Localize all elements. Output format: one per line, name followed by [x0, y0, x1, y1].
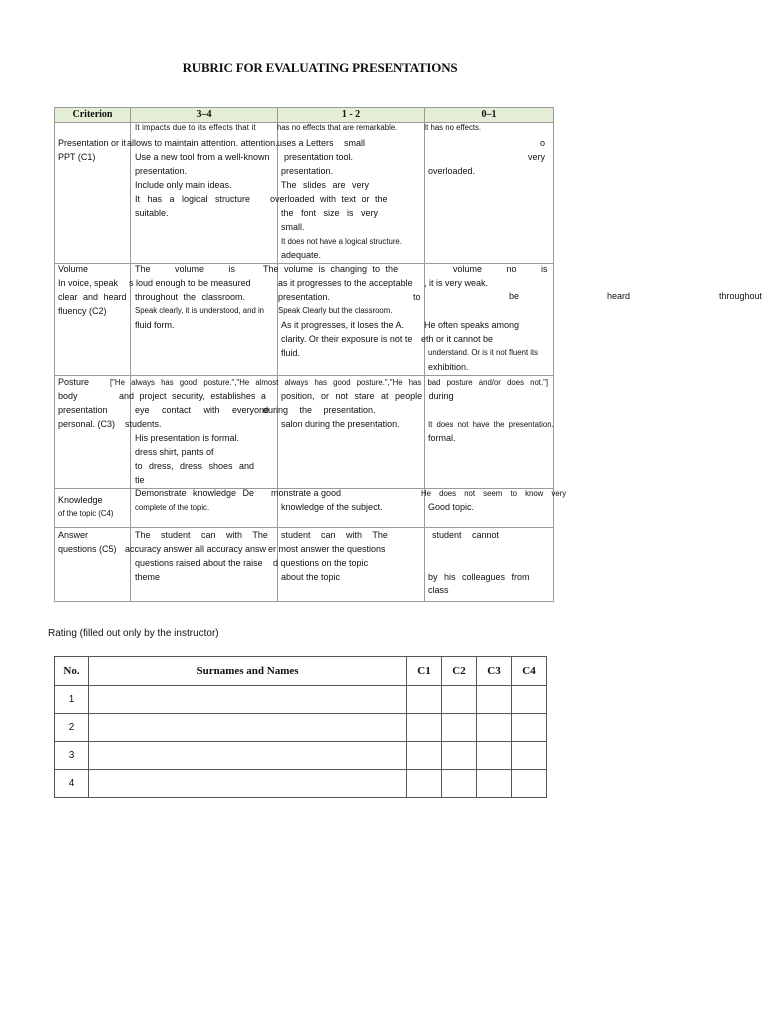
rating-caption: Rating (filled out only by the instructor) — [48, 628, 219, 639]
cell-text: eye contact with everyone — [135, 405, 270, 415]
cell-text: It does not have a logical structure. — [281, 237, 402, 246]
cell-text: The student can with The — [135, 530, 268, 540]
cell-text: Use a new tool from a well-known — [135, 152, 270, 162]
cell-text: to — [413, 292, 421, 302]
score-cell[interactable] — [512, 686, 547, 714]
score-cell[interactable] — [442, 742, 477, 770]
cell-text: as it progresses to the acceptable — [278, 278, 413, 288]
criterion-text: In voice, speak — [58, 278, 119, 288]
criterion-text: presentation — [58, 405, 108, 415]
cell-text: allows to maintain attention. attention. — [127, 138, 278, 148]
score-cell[interactable] — [442, 686, 477, 714]
row-number: 4 — [55, 770, 89, 798]
cell-text: formal. — [428, 433, 456, 443]
cell-text: It does not have the presentation. — [428, 420, 554, 429]
criterion-text: of the topic (C4) — [58, 509, 114, 518]
row-divider — [55, 527, 553, 528]
cell-text: throughout the classroom. — [135, 292, 246, 302]
criterion-text: body — [58, 391, 78, 401]
cell-text: student can with The — [281, 530, 388, 540]
cell-text: d questions on the topic — [273, 558, 369, 568]
cell-text: It has no effects. — [424, 123, 482, 132]
header-score-0-1: 0–1 — [481, 109, 497, 120]
cell-text: Include only main ideas. — [135, 180, 232, 190]
cell-text: overloaded. — [428, 166, 476, 176]
header-c2: C2 — [442, 657, 477, 686]
cell-text: overloaded with text or the — [270, 194, 388, 204]
cell-text: presentation. — [281, 166, 334, 176]
criterion-text: Posture — [58, 377, 90, 387]
cell-text: presentation. — [135, 166, 188, 176]
cell-text: ["He always has good posture.","He almost always has good posture.","He has bad posture and/or does not."] — [110, 378, 549, 387]
cell-text: It has a logical structure — [135, 194, 251, 204]
cell-text: student cannot — [432, 530, 500, 540]
header-no: No. — [55, 657, 89, 686]
cell-text: has no effects that are remarkable. — [277, 123, 398, 132]
cell-text: fluid. — [281, 348, 301, 358]
cell-text: theme — [135, 572, 161, 582]
header-criterion: Criterion — [72, 109, 113, 120]
cell-text: He often speaks among — [424, 320, 520, 330]
score-cell[interactable] — [477, 714, 512, 742]
cell-text: accuracy answer all accuracy answ — [125, 544, 267, 554]
cell-text: understand. Or is it not fluent its — [428, 348, 539, 357]
header-c3: C3 — [477, 657, 512, 686]
score-cell[interactable] — [512, 770, 547, 798]
cell-text: dress shirt, pants of — [135, 447, 214, 457]
cell-text: tie — [135, 475, 145, 485]
row-number: 3 — [55, 742, 89, 770]
table-row — [55, 686, 547, 714]
criterion-text: Volume — [58, 264, 89, 274]
cell-text: The volume is — [135, 264, 236, 274]
criterion-text: Presentation or it — [58, 138, 127, 148]
cell-text: presentation tool. — [284, 152, 354, 162]
name-cell[interactable] — [89, 686, 407, 714]
cell-text: suitable. — [135, 208, 169, 218]
criterion-text: questions (C5) — [58, 544, 117, 554]
cell-text: It impacts due to its effects that it — [135, 123, 256, 132]
cell-text: salon during the presentation. — [281, 419, 400, 429]
cell-text: He does not seem to know very — [421, 489, 567, 498]
score-cell[interactable] — [407, 714, 442, 742]
rating-header-row — [55, 657, 547, 686]
score-cell[interactable] — [512, 714, 547, 742]
header-score-1-2: 1 - 2 — [341, 109, 361, 120]
cell-text: be — [509, 291, 520, 301]
criterion-text: Knowledge — [58, 495, 103, 505]
score-cell[interactable] — [407, 742, 442, 770]
rating-table — [54, 656, 547, 798]
cell-text: throughout — [719, 291, 763, 301]
cell-text: uses a Letters — [277, 138, 334, 148]
cell-text: knowledge of the subject. — [281, 502, 383, 512]
cell-text: Good topic. — [428, 502, 475, 512]
cell-text: heard — [607, 291, 631, 301]
cell-text: volume no is — [453, 264, 548, 274]
cell-text: The volume is changing to the — [263, 264, 399, 274]
score-cell[interactable] — [512, 742, 547, 770]
row-number: 1 — [55, 686, 89, 714]
cell-text: As it progresses, it loses the A. — [281, 320, 405, 330]
cell-text: eth or it cannot be — [421, 334, 494, 344]
name-cell[interactable] — [89, 770, 407, 798]
criterion-text: fluency (C2) — [58, 306, 107, 316]
cell-text: small. — [281, 222, 305, 232]
cell-text: class — [428, 585, 449, 595]
cell-text: students. — [125, 419, 162, 429]
name-cell[interactable] — [89, 742, 407, 770]
cell-text: clarity. Or their exposure is not te — [281, 334, 413, 344]
score-cell[interactable] — [477, 686, 512, 714]
cell-text: The slides are very — [281, 180, 370, 190]
header-names: Surnames and Names — [89, 657, 407, 686]
table-row — [55, 770, 547, 798]
cell-text: the font size is very — [281, 208, 379, 218]
cell-text: by his colleagues from — [428, 572, 530, 582]
criterion-text: clear and heard — [58, 292, 127, 302]
cell-text: very — [528, 152, 546, 162]
score-cell[interactable] — [407, 686, 442, 714]
cell-text: er most answer the questions — [268, 544, 386, 554]
table-row — [55, 742, 547, 770]
header-score-3-4: 3–4 — [196, 109, 212, 120]
cell-text: to dress, dress shoes and — [135, 461, 255, 471]
cell-text: , it is very weak. — [424, 278, 489, 288]
row-number: 2 — [55, 714, 89, 742]
page-title: RUBRIC FOR EVALUATING PRESENTATIONS — [182, 60, 458, 75]
cell-text: during the presentation. — [263, 405, 376, 415]
cell-text: position, or not stare at people during — [281, 391, 454, 401]
score-cell[interactable] — [477, 742, 512, 770]
cell-text: His presentation is formal. — [135, 433, 240, 443]
score-cell[interactable] — [442, 770, 477, 798]
cell-text: monstrate a good — [271, 488, 342, 498]
name-cell[interactable] — [89, 714, 407, 742]
cell-text: Speak Clearly but the classroom. — [278, 306, 393, 315]
cell-text: Demonstrate knowledge De — [135, 488, 255, 498]
criterion-text: personal. (C3) — [58, 419, 116, 429]
score-cell[interactable] — [477, 770, 512, 798]
header-c4: C4 — [512, 657, 547, 686]
table-row — [55, 714, 547, 742]
cell-text: fluid form. — [135, 320, 175, 330]
criterion-text: PPT (C1) — [58, 152, 96, 162]
cell-text: and project security, establishes a — [119, 391, 266, 401]
cell-text: questions raised about the raise — [135, 558, 263, 568]
header-c1: C1 — [407, 657, 442, 686]
cell-text: about the topic — [281, 572, 341, 582]
cell-text: s loud enough to be measured — [129, 278, 251, 288]
criterion-text: Answer — [58, 530, 89, 540]
cell-text: adequate. — [281, 250, 322, 260]
score-cell[interactable] — [442, 714, 477, 742]
cell-text: small — [344, 138, 366, 148]
score-cell[interactable] — [407, 770, 442, 798]
cell-text: Speak clearly, it is understood, and in — [135, 306, 265, 315]
cell-text: exhibition. — [428, 362, 469, 372]
cell-text: presentation. — [278, 292, 331, 302]
cell-text: o — [540, 138, 546, 148]
cell-text: complete of the topic. — [135, 503, 210, 512]
